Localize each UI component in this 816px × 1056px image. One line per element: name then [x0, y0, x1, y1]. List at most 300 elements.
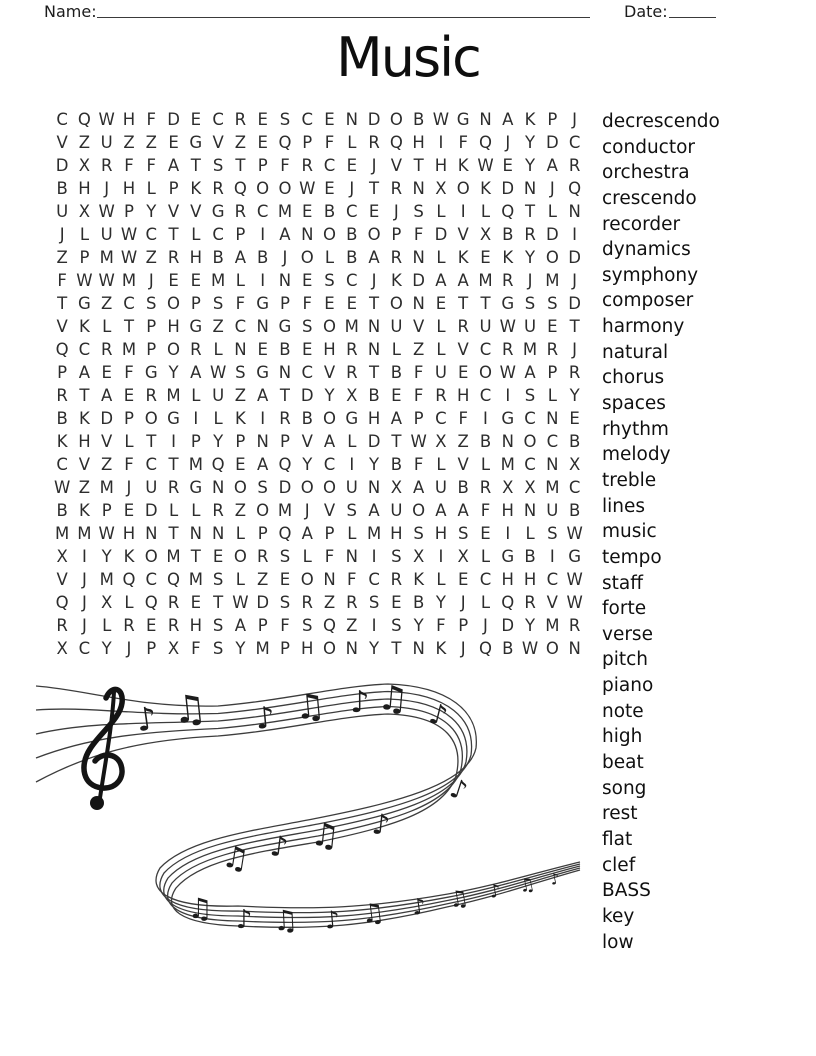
- grid-letter: L: [480, 202, 491, 221]
- grid-letter: W: [410, 432, 427, 451]
- grid-letter: V: [323, 363, 336, 382]
- grid-letter: V: [56, 570, 68, 589]
- grid-letter: A: [435, 271, 447, 290]
- grid-letter: G: [78, 294, 91, 313]
- word-list-item: lines: [602, 495, 646, 517]
- grid-letter: F: [413, 363, 424, 382]
- grid-letter: M: [255, 639, 270, 658]
- grid-letter: S: [413, 524, 424, 543]
- grid-letter: L: [436, 248, 446, 267]
- grid-letter: D: [100, 409, 114, 428]
- beamed-notes-icon: ♫: [376, 677, 410, 721]
- grid-letter: C: [546, 432, 559, 451]
- grid-row: [51, 430, 586, 453]
- grid-letter: Y: [213, 432, 224, 451]
- grid-letter: D: [144, 501, 158, 520]
- grid-letter: I: [349, 455, 355, 474]
- grid-letter: T: [168, 455, 179, 474]
- grid-letter: I: [505, 524, 511, 543]
- grid-row: [51, 269, 586, 292]
- grid-letter: V: [56, 133, 68, 152]
- grid-letter: S: [146, 294, 157, 313]
- grid-letter: O: [167, 294, 181, 313]
- grid-letter: Q: [55, 593, 69, 612]
- grid-letter: Y: [101, 547, 112, 566]
- word-list-item: recorder: [602, 213, 681, 235]
- grid-letter: R: [167, 478, 180, 497]
- grid-letter: F: [124, 455, 134, 474]
- grid-letter: O: [278, 179, 292, 198]
- grid-letter: O: [144, 547, 158, 566]
- grid-letter: N: [479, 110, 492, 129]
- grid-letter: P: [458, 616, 469, 635]
- beamed-notes-icon: ♫: [308, 814, 342, 856]
- grid-letter: N: [367, 340, 381, 359]
- grid-letter: T: [123, 317, 135, 336]
- grid-letter: G: [144, 363, 158, 382]
- word-list-item: rhythm: [602, 418, 669, 440]
- grid-letter: H: [501, 570, 514, 589]
- grid-letter: M: [99, 248, 114, 267]
- grid-letter: W: [98, 271, 115, 290]
- grid-letter: S: [391, 547, 402, 566]
- word-list-item: composer: [602, 290, 694, 312]
- grid-letter: I: [505, 386, 511, 405]
- grid-letter: I: [483, 409, 488, 428]
- grid-letter: M: [55, 524, 70, 543]
- grid-letter: L: [235, 524, 245, 543]
- grid-letter: U: [212, 386, 225, 405]
- word-list-item: melody: [602, 444, 671, 466]
- grid-letter: L: [213, 340, 223, 359]
- word-list-item: symphony: [602, 264, 699, 286]
- grid-letter: H: [456, 386, 470, 405]
- grid-letter: A: [78, 363, 91, 382]
- grid-letter: Z: [234, 501, 247, 520]
- grid-letter: J: [483, 616, 488, 635]
- grid-letter: C: [479, 386, 492, 405]
- grid-letter: E: [257, 133, 268, 152]
- grid-letter: K: [56, 432, 68, 451]
- grid-letter: R: [190, 340, 202, 359]
- grid-letter: G: [345, 409, 359, 428]
- grid-letter: X: [78, 202, 91, 221]
- grid-letter: Q: [233, 179, 247, 198]
- grid-letter: F: [436, 616, 446, 635]
- grid-letter: V: [457, 455, 469, 474]
- eighth-note-icon: ♪: [235, 905, 253, 935]
- grid-letter: G: [189, 317, 203, 336]
- grid-letter: F: [124, 363, 134, 382]
- grid-letter: J: [371, 271, 377, 290]
- grid-letter: M: [277, 202, 293, 221]
- grid-letter: E: [502, 156, 513, 175]
- grid-letter: M: [545, 478, 560, 497]
- grid-letter: B: [412, 593, 425, 612]
- grid-letter: Z: [123, 133, 135, 152]
- grid-letter: M: [77, 524, 92, 543]
- music-notes: [134, 678, 562, 938]
- grid-letter: U: [390, 501, 403, 520]
- grid-letter: M: [478, 271, 493, 290]
- grid-letter: G: [256, 294, 270, 313]
- grid-letter: F: [235, 294, 246, 313]
- grid-letter: S: [212, 570, 224, 589]
- grid-letter: E: [212, 547, 224, 566]
- grid-letter: D: [501, 616, 515, 635]
- grid-letter: Z: [101, 294, 113, 313]
- grid-letter: B: [346, 225, 358, 244]
- grid-row: [51, 545, 586, 568]
- grid-letter: C: [435, 409, 447, 428]
- grid-letter: S: [547, 524, 558, 543]
- grid-letter: J: [527, 271, 533, 290]
- grid-letter: H: [122, 110, 136, 129]
- grid-letter: L: [436, 202, 446, 221]
- grid-letter: L: [191, 225, 201, 244]
- grid-letter: F: [458, 409, 468, 428]
- grid-letter: Z: [212, 317, 224, 336]
- grid-letter: C: [212, 225, 224, 244]
- beamed-notes-icon: ♫: [359, 897, 387, 931]
- grid-letter: C: [368, 570, 380, 589]
- grid-letter: Y: [369, 639, 380, 658]
- grid-letter: C: [234, 317, 247, 336]
- grid-letter: X: [346, 386, 358, 405]
- grid-letter: S: [524, 294, 536, 313]
- grid-letter: Q: [568, 179, 582, 198]
- grid-letter: N: [367, 478, 381, 497]
- grid-letter: A: [167, 156, 180, 175]
- grid-row: [51, 522, 586, 545]
- grid-letter: T: [391, 432, 402, 451]
- grid-letter: C: [212, 110, 224, 129]
- grid-letter: S: [279, 593, 291, 612]
- grid-letter: F: [191, 639, 201, 658]
- grid-letter: P: [413, 409, 424, 428]
- grid-letter: N: [189, 524, 202, 543]
- grid-letter: Q: [389, 133, 403, 152]
- grid-letter: R: [502, 340, 514, 359]
- grid-letter: X: [524, 478, 536, 497]
- grid-letter: N: [234, 340, 247, 359]
- grid-letter: L: [436, 570, 446, 589]
- name-fill-line: [97, 0, 590, 18]
- grid-letter: O: [545, 639, 559, 658]
- grid-letter: B: [212, 248, 224, 267]
- grid-letter: Y: [525, 133, 536, 152]
- word-list-item: rest: [602, 803, 638, 825]
- grid-letter: I: [193, 409, 199, 428]
- grid-letter: W: [98, 524, 115, 543]
- grid-letter: C: [145, 455, 158, 474]
- grid-letter: I: [460, 202, 466, 221]
- grid-letter: C: [524, 409, 536, 428]
- grid-row: [51, 338, 586, 361]
- grid-letter: I: [81, 547, 87, 566]
- grid-letter: C: [479, 570, 492, 589]
- grid-letter: O: [523, 432, 537, 451]
- eighth-note-icon: ♪: [548, 869, 562, 889]
- grid-letter: Q: [211, 455, 225, 474]
- grid-letter: E: [324, 294, 335, 313]
- grid-letter: F: [280, 156, 290, 175]
- grid-row: [51, 131, 586, 154]
- grid-letter: D: [434, 225, 448, 244]
- grid-letter: L: [102, 317, 112, 336]
- grid-letter: Y: [413, 616, 424, 635]
- grid-letter: J: [304, 501, 310, 520]
- grid-letter: R: [279, 409, 291, 428]
- grid-letter: R: [346, 340, 358, 359]
- grid-letter: R: [435, 386, 447, 405]
- grid-letter: L: [235, 271, 245, 290]
- word-list-item: beat: [602, 752, 644, 774]
- grid-letter: C: [145, 225, 158, 244]
- grid-letter: U: [390, 317, 403, 336]
- grid-letter: S: [457, 524, 469, 543]
- grid-letter: G: [501, 409, 515, 428]
- grid-letter: W: [299, 179, 316, 198]
- grid-letter: X: [56, 547, 68, 566]
- word-list-item: conductor: [602, 136, 696, 158]
- grid-letter: Y: [435, 593, 446, 612]
- word-list-item: low: [602, 931, 634, 953]
- grid-letter: S: [391, 616, 402, 635]
- grid-letter: R: [346, 593, 358, 612]
- grid-letter: D: [545, 133, 559, 152]
- grid-letter: S: [257, 478, 268, 497]
- grid-letter: N: [523, 179, 537, 198]
- grid-letter: E: [302, 271, 313, 290]
- beamed-notes-icon: ♫: [219, 839, 252, 879]
- grid-letter: Q: [323, 616, 337, 635]
- grid-letter: M: [522, 340, 538, 359]
- grid-letter: E: [569, 409, 580, 428]
- grid-letter: W: [499, 317, 516, 336]
- eighth-note-icon: ♪: [487, 880, 503, 903]
- grid-letter: N: [412, 294, 425, 313]
- grid-letter: E: [257, 110, 268, 129]
- grid-letter: E: [279, 570, 291, 589]
- grid-letter: B: [502, 225, 514, 244]
- grid-letter: A: [323, 432, 336, 451]
- grid-letter: N: [546, 455, 559, 474]
- grid-letter: L: [213, 409, 223, 428]
- grid-letter: E: [168, 271, 179, 290]
- grid-letter: T: [235, 156, 246, 175]
- grid-letter: H: [434, 156, 448, 175]
- grid-letter: X: [568, 455, 581, 474]
- grid-letter: H: [301, 639, 314, 658]
- grid-letter: A: [234, 248, 247, 267]
- word-list-item: high: [602, 726, 643, 748]
- grid-letter: R: [457, 317, 469, 336]
- grid-letter: K: [79, 501, 90, 520]
- eighth-note-icon: ♪: [268, 829, 291, 865]
- grid-letter: L: [146, 179, 156, 198]
- grid-letter: L: [480, 547, 491, 566]
- grid-letter: E: [391, 593, 402, 612]
- grid-letter: W: [98, 202, 115, 221]
- grid-letter: D: [568, 294, 581, 313]
- word-list-item: flat: [602, 828, 633, 850]
- grid-letter: H: [390, 524, 403, 543]
- grid-letter: S: [212, 616, 224, 635]
- grid-letter: S: [524, 386, 536, 405]
- grid-row: [51, 568, 586, 591]
- word-list-item: spaces: [602, 393, 666, 415]
- grid-letter: M: [277, 501, 293, 520]
- grid-letter: O: [323, 639, 337, 658]
- word-list: [602, 109, 720, 955]
- grid-letter: F: [324, 547, 335, 566]
- grid-letter: R: [502, 271, 514, 290]
- grid-letter: E: [302, 340, 313, 359]
- grid-letter: M: [99, 478, 114, 497]
- word-list-item: clef: [602, 854, 636, 876]
- word-list-item: verse: [602, 623, 653, 645]
- grid-letter: E: [324, 179, 335, 198]
- grid-letter: H: [189, 248, 203, 267]
- grid-letter: R: [301, 593, 313, 612]
- grid-letter: X: [390, 478, 403, 497]
- grid-letter: T: [391, 639, 402, 658]
- grid-letter: Z: [412, 340, 425, 359]
- grid-letter: E: [235, 455, 246, 474]
- grid-letter: L: [124, 432, 134, 451]
- grid-letter: D: [501, 179, 515, 198]
- grid-letter: O: [300, 570, 314, 589]
- grid-letter: T: [279, 386, 290, 405]
- grid-letter: X: [101, 593, 113, 612]
- grid-letter: A: [524, 363, 536, 382]
- grid-letter: M: [545, 616, 560, 635]
- grid-letter: G: [167, 409, 180, 428]
- grid-letter: M: [121, 340, 137, 359]
- grid-letter: A: [457, 271, 469, 290]
- grid-letter: V: [412, 317, 425, 336]
- grid-letter: W: [120, 248, 138, 267]
- word-list-item: piano: [602, 675, 654, 697]
- grid-letter: A: [234, 616, 247, 635]
- grid-letter: Z: [78, 478, 91, 497]
- puzzle-title: Music: [336, 26, 480, 89]
- grid-letter: R: [56, 616, 68, 635]
- grid-letter: I: [260, 271, 266, 290]
- grid-letter: P: [146, 340, 157, 359]
- grid-letter: K: [435, 639, 447, 658]
- grid-letter: A: [301, 524, 313, 543]
- grid-letter: L: [347, 133, 357, 152]
- beamed-notes-icon: ♫: [446, 885, 471, 914]
- grid-letter: R: [390, 248, 403, 267]
- grid-letter: V: [78, 455, 91, 474]
- grid-letter: T: [79, 386, 90, 405]
- grid-letter: F: [324, 133, 335, 152]
- grid-letter: C: [568, 478, 581, 497]
- grid-letter: Z: [234, 386, 247, 405]
- grid-letter: A: [390, 409, 402, 428]
- grid-letter: W: [98, 110, 115, 129]
- grid-letter: W: [566, 524, 583, 543]
- grid-letter: Q: [122, 570, 136, 589]
- grid-letter: K: [79, 317, 90, 336]
- grid-letter: T: [369, 294, 380, 313]
- grid-letter: P: [57, 363, 68, 382]
- word-list-item: key: [602, 905, 635, 927]
- grid-letter: G: [189, 478, 203, 497]
- grid-letter: X: [167, 639, 180, 658]
- grid-letter: Y: [235, 639, 246, 658]
- grid-letter: W: [499, 363, 516, 382]
- grid-letter: L: [436, 455, 446, 474]
- grid-letter: C: [568, 133, 581, 152]
- grid-letter: A: [101, 386, 113, 405]
- grid-letter: R: [234, 202, 247, 221]
- grid-letter: N: [256, 432, 269, 451]
- grid-letter: Z: [257, 570, 269, 589]
- grid-letter: B: [56, 501, 68, 520]
- grid-letter: Q: [278, 133, 292, 152]
- grid-letter: L: [168, 501, 179, 520]
- grid-letter: N: [412, 248, 425, 267]
- grid-letter: C: [301, 363, 313, 382]
- grid-letter: E: [480, 248, 491, 267]
- eighth-note-icon: ♪: [425, 696, 451, 733]
- grid-letter: O: [323, 478, 337, 497]
- eighth-note-icon: ♪: [133, 698, 160, 740]
- grid-letter: E: [146, 616, 157, 635]
- grid-letter: M: [166, 386, 181, 405]
- grid-letter: H: [167, 317, 180, 336]
- eighth-note-icon: ♪: [254, 700, 277, 737]
- grid-letter: Z: [323, 593, 336, 612]
- grid-letter: V: [56, 317, 68, 336]
- grid-letter: H: [501, 501, 514, 520]
- grid-letter: A: [368, 248, 380, 267]
- eighth-note-icon: ♪: [370, 807, 392, 842]
- grid-row: [51, 246, 586, 269]
- grid-letter: R: [524, 593, 536, 612]
- grid-letter: L: [324, 248, 335, 267]
- grid-letter: I: [171, 432, 176, 451]
- grid-letter: N: [568, 639, 581, 658]
- grid-letter: H: [78, 432, 91, 451]
- grid-letter: E: [123, 386, 135, 405]
- word-list-item: pitch: [602, 649, 649, 671]
- grid-letter: T: [569, 317, 580, 336]
- grid-letter: C: [56, 455, 68, 474]
- grid-letter: V: [390, 156, 402, 175]
- grid-letter: Q: [501, 593, 515, 612]
- grid-letter: V: [301, 432, 313, 451]
- grid-letter: C: [145, 570, 158, 589]
- grid-letter: D: [55, 156, 69, 175]
- eighth-note-icon: ♪: [445, 773, 471, 808]
- grid-letter: B: [390, 455, 403, 474]
- grid-letter: B: [56, 409, 68, 428]
- word-list-item: forte: [602, 598, 647, 620]
- grid-letter: V: [546, 593, 558, 612]
- grid-letter: S: [346, 501, 358, 520]
- grid-row: [51, 108, 586, 131]
- grid-letter: F: [124, 156, 134, 175]
- grid-row: [51, 591, 586, 614]
- word-list-item: staff: [602, 572, 643, 594]
- grid-letter: P: [101, 501, 112, 520]
- grid-letter: T: [190, 156, 201, 175]
